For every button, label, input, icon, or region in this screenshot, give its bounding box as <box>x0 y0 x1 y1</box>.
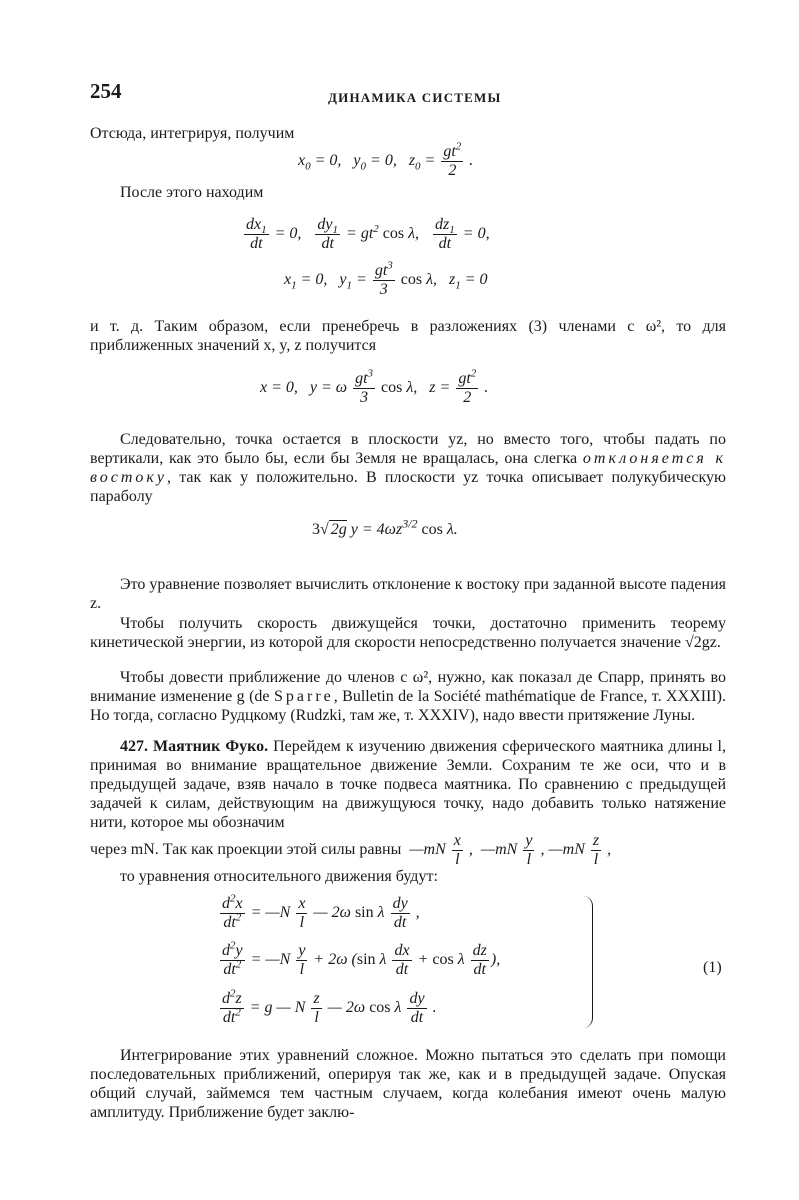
paragraph-approx: и т. д. Таким образом, если пренебречь в разложениях (3) членами с ω², то для приближенных значений x, y, z получится <box>90 318 726 354</box>
running-title: ДИНАМИКА СИСТЕМЫ <box>328 90 502 105</box>
paragraph-sparre <box>90 668 726 725</box>
deviation-text-1: Следовательно, точка остается в плоскости yz, но вместо того, чтобы падать по вертикали, как это было бы, если бы Земля не вращалась, она слегка <box>90 431 726 467</box>
paragraph-intro: Отсюда, интегрируя, получим <box>90 125 295 142</box>
equation-first-derivatives: $\frac{dx_1}{dt}$ = 0, $\frac{dy_1}{dt}$ = $gt^2$ cos λ, $\frac{dz_1}{dt}$ = 0, <box>246 216 490 252</box>
sparre-name: Sparre <box>273 688 334 705</box>
system-equation-z: $\frac{d^2z}{dt^2}$ = g — N $\frac{z}{l}$ — 2ω cos λ $\frac{dy}{dt}$ . <box>222 987 437 1026</box>
equation-initial-values: $x_0 = 0$, $y_0 = 0$, $z_0$ = $\frac{gt^2}{2}$ . <box>298 140 474 179</box>
equation-first-order: $x_1 = 0$, $y_1$ = $\frac{gt^3}{3}$ cos λ, $z_1 = 0$ <box>284 259 488 298</box>
page-number: 254 <box>90 79 122 103</box>
system-equation-x: $\frac{d^2x}{dt^2}$ = —N $\frac{x}{l}$ — 2ω sin λ $\frac{dy}{dt}$ , <box>222 892 420 931</box>
sparre-text-1: Чтобы довести приближение до членов с ω², нужно, как показал де Спарр, принять во внимание изменение g (de <box>90 669 726 705</box>
paragraph-deviation <box>90 430 726 506</box>
projections-text: через mN. Так как проекции этой силы равны <box>90 841 402 859</box>
equation-semicubical-parabola: 3√ 2g $y = 4\omega z^{3/2}$ cos λ. <box>312 516 458 538</box>
foucault-text: Перейдем к изучению движения сферического маятника длины l, принимая во внимание вращательное движение Земли. Сохраним те же оси, что и в предыдущей задаче, взяв начало в точке подвеса маятника. По сравнению с предыдущей задачей к силам, действующим на движущуюся точку, надо добавить только натяжение нити, которое мы обозначим <box>90 738 726 831</box>
deviation-text-2: , так как y положительно. В плоскости yz точка описывает полукубическую параболу <box>90 469 726 505</box>
paragraph-then: После этого находим <box>120 184 264 201</box>
system-equation-y: $\frac{d^2y}{dt^2}$ = —N $\frac{y}{l}$ + 2ω (sin λ $\frac{dx}{dt}$ + cos λ $\frac{dz}{dt}$ ), <box>222 939 501 978</box>
deviation-emphasis: отклоняется к востоку <box>90 450 726 486</box>
paragraph-velocity: Чтобы получить скорость движущейся точки, достаточно применить теорему кинетической энергии, из которой для скорости непосредственно получается значение √2gz. <box>90 615 726 651</box>
paragraph-foucault <box>90 737 726 832</box>
paragraph-equation-use: Это уравнение позволяет вычислить отклонение к востоку при заданной высоте падения z. <box>90 576 726 612</box>
equation-number: (1) <box>703 959 722 976</box>
sparre-text-2: , Bulletin de la Société mathématique de France, т. XXXIII). Но тогда, согласно Рудцкому (Rudzki, там же, т. XXXIV), надо ввести притяжение Луны. <box>90 688 727 724</box>
equation-approx-solution: x = 0, y = ω $\frac{gt^3}{3}$ cos λ, z = $\frac{gt^2}{2}$ . <box>260 367 489 406</box>
paragraph-relative-motion: то уравнения относительного движения будут: <box>120 868 438 885</box>
paragraph-integration: Интегрирование этих уравнений сложное. Можно пытаться это сделать при помощи последовательных приближений, оперируя так же, как и в предыдущей задаче. Опуская общий случай, займемся тем частным случаем, когда колебания имеют очень малую амплитуду. Приближение будет заклю- <box>90 1047 726 1121</box>
paragraph-projections <box>90 832 726 869</box>
page-header <box>90 79 730 106</box>
equation-projections: —mN $\frac{x}{l}$ , —mN $\frac{y}{l}$ , —mN $\frac{z}{l}$ , <box>405 832 612 868</box>
system-brace <box>578 896 593 1028</box>
section-heading-foucault: 427. Маятник Фуко. <box>120 738 269 755</box>
